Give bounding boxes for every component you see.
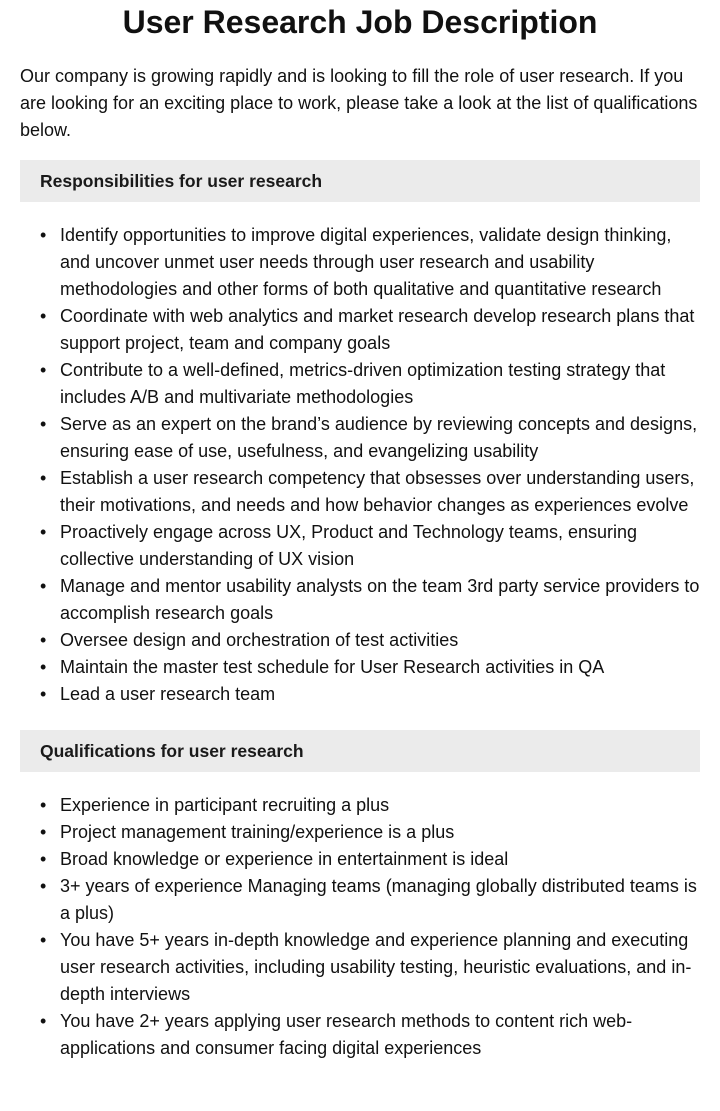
list-item-text: Broad knowledge or experience in entertainment is ideal bbox=[60, 849, 509, 869]
list-item bbox=[40, 1008, 700, 1062]
bullet-icon: • bbox=[40, 225, 47, 245]
list-item-text: Coordinate with web analytics and market research develop research plans that support project, team and company goals bbox=[60, 306, 695, 353]
bullet-icon: • bbox=[40, 576, 47, 596]
bullet-icon: • bbox=[40, 522, 47, 542]
list-item bbox=[40, 357, 700, 411]
bullet-icon: • bbox=[40, 822, 47, 842]
list-item-text: Identify opportunities to improve digital experiences, validate design thinking, and uncover unmet user needs through user research and usability methodologies and other forms of both qualitative and quantitative research bbox=[60, 225, 672, 299]
responsibilities-list bbox=[20, 222, 700, 708]
list-item bbox=[40, 573, 700, 627]
list-item bbox=[40, 681, 700, 708]
list-item-text: Lead a user research team bbox=[60, 684, 276, 704]
list-item-text: You have 2+ years applying user research methods to content rich web-applications and consumer facing digital experiences bbox=[60, 1011, 633, 1058]
bullet-icon: • bbox=[40, 657, 47, 677]
responsibilities-heading: Responsibilities for user research bbox=[20, 160, 700, 202]
bullet-icon: • bbox=[40, 930, 47, 950]
list-item bbox=[40, 627, 700, 654]
qualifications-list bbox=[20, 792, 700, 1062]
list-item bbox=[40, 654, 700, 681]
bullet-icon: • bbox=[40, 1011, 47, 1031]
list-item bbox=[40, 846, 700, 873]
list-item-text: Contribute to a well-defined, metrics-driven optimization testing strategy that includes A/B and multivariate methodologies bbox=[60, 360, 666, 407]
list-item bbox=[40, 465, 700, 519]
list-item-text: Maintain the master test schedule for User Research activities in QA bbox=[60, 657, 605, 677]
bullet-icon: • bbox=[40, 795, 47, 815]
list-item bbox=[40, 519, 700, 573]
list-item bbox=[40, 222, 700, 303]
qualifications-heading: Qualifications for user research bbox=[20, 730, 700, 772]
list-item bbox=[40, 303, 700, 357]
list-item bbox=[40, 873, 700, 927]
bullet-icon: • bbox=[40, 306, 47, 326]
list-item-text: Experience in participant recruiting a plus bbox=[60, 795, 390, 815]
bullet-icon: • bbox=[40, 360, 47, 380]
bullet-icon: • bbox=[40, 849, 47, 869]
bullet-icon: • bbox=[40, 468, 47, 488]
list-item bbox=[40, 411, 700, 465]
bullet-icon: • bbox=[40, 876, 47, 896]
bullet-icon: • bbox=[40, 630, 47, 650]
bullet-icon: • bbox=[40, 684, 47, 704]
list-item-text: 3+ years of experience Managing teams (managing globally distributed teams is a plus) bbox=[60, 876, 697, 923]
list-item-text: Oversee design and orchestration of test activities bbox=[60, 630, 459, 650]
list-item bbox=[40, 819, 700, 846]
intro-paragraph: Our company is growing rapidly and is looking to fill the role of user research. If you are looking for an exciting place to work, please take a look at the list of qualifications below. bbox=[20, 66, 698, 140]
list-item-text: Manage and mentor usability analysts on the team 3rd party service providers to accomplish research goals bbox=[60, 576, 700, 623]
list-item bbox=[40, 792, 700, 819]
list-item-text: You have 5+ years in-depth knowledge and experience planning and executing user research activities, including usability testing, heuristic evaluations, and in-depth interviews bbox=[60, 930, 692, 1004]
list-item-text: Project management training/experience is a plus bbox=[60, 822, 455, 842]
list-item-text: Proactively engage across UX, Product and Technology teams, ensuring collective understanding of UX vision bbox=[60, 522, 637, 569]
list-item-text: Serve as an expert on the brand’s audience by reviewing concepts and designs, ensuring ease of use, usefulness, and evangelizing usability bbox=[60, 414, 698, 461]
list-item bbox=[40, 927, 700, 1008]
bullet-icon: • bbox=[40, 414, 47, 434]
page-title: User Research Job Description bbox=[122, 4, 598, 40]
list-item-text: Establish a user research competency that obsesses over understanding users, their motivations, and needs and how behavior changes as experiences evolve bbox=[60, 468, 695, 515]
